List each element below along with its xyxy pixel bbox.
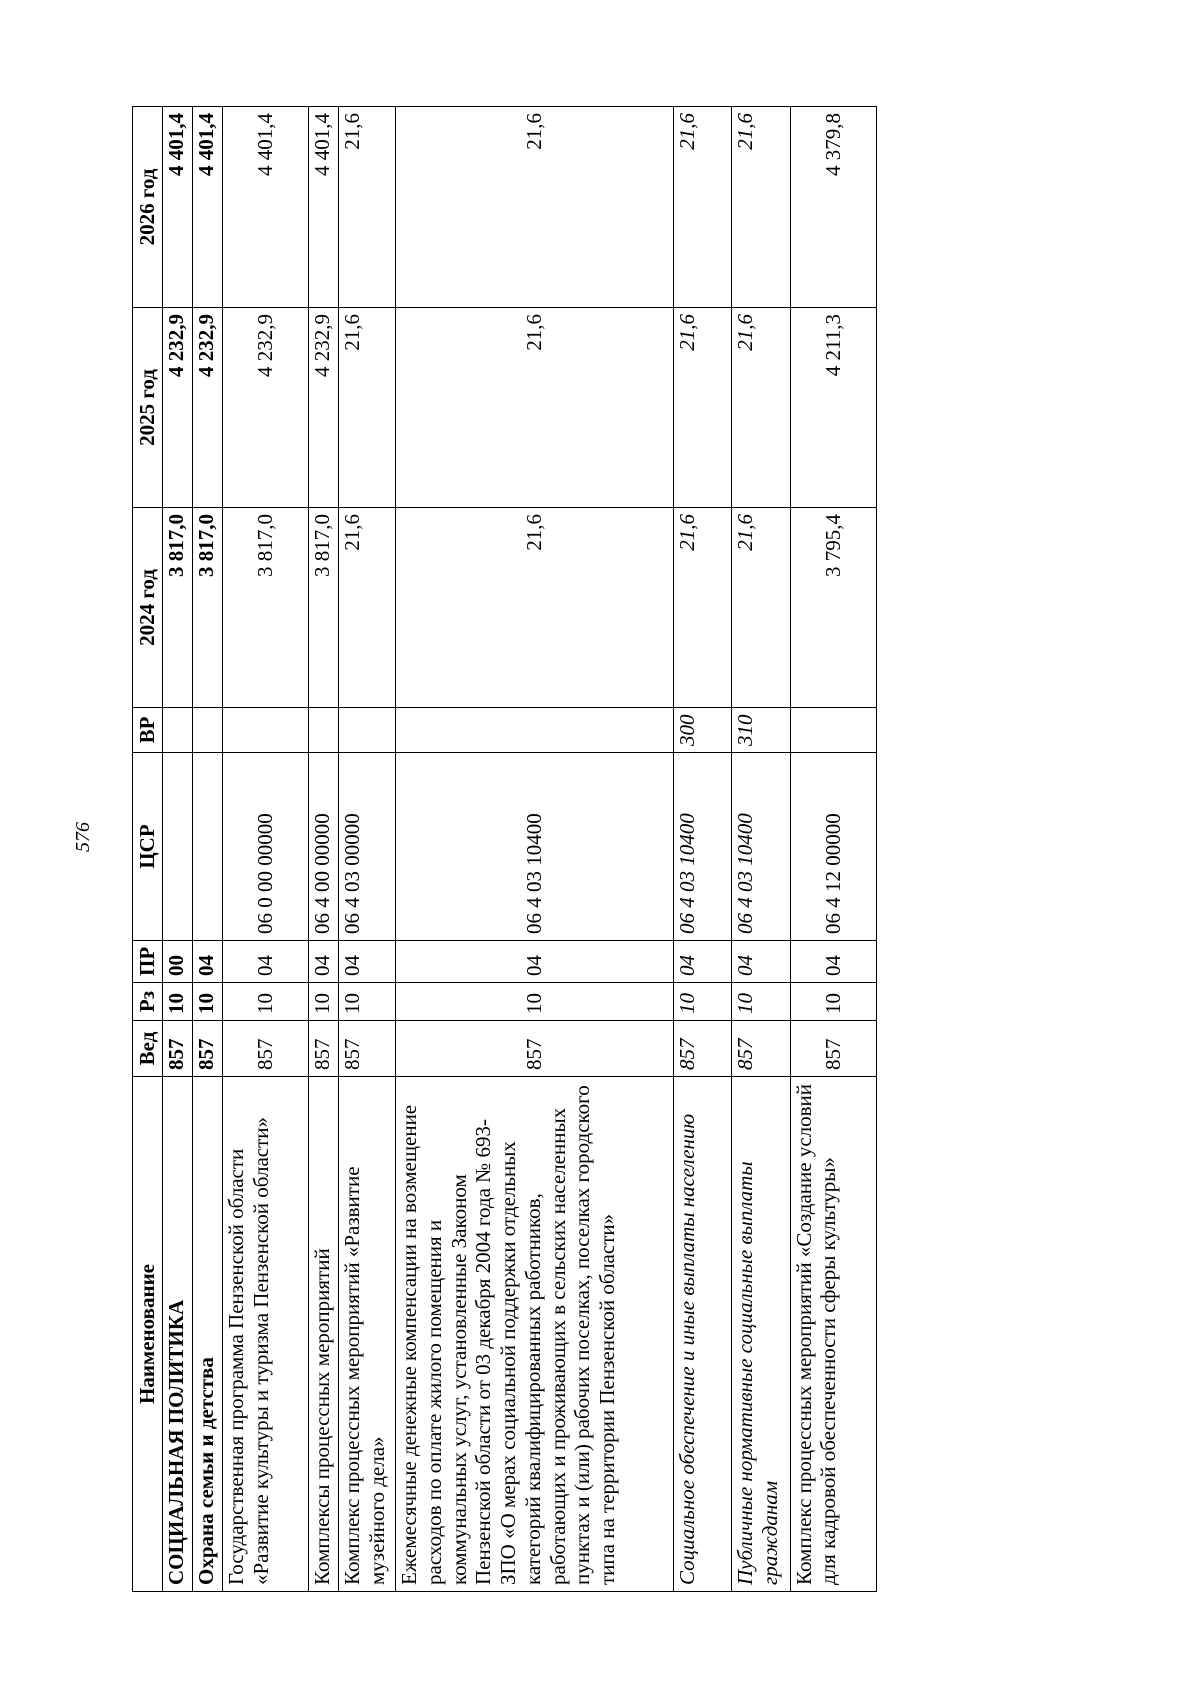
- row-2026: 4 379,8: [790, 107, 876, 308]
- row-csr: 06 4 03 10400: [674, 753, 732, 941]
- row-2026: 4 401,4: [309, 107, 339, 308]
- row-ved: 857: [192, 1021, 222, 1077]
- row-pr: 00: [162, 941, 192, 983]
- row-ved: 857: [222, 1021, 308, 1077]
- row-csr: 06 4 00 00000: [309, 753, 339, 941]
- row-name: Комплекс процессных мероприятий «Создание условий для кадровой обеспеченности сферы культуры»: [790, 1077, 876, 1592]
- row-2025: 4 232,9: [309, 308, 339, 508]
- row-csr: 06 0 00 00000: [222, 753, 308, 941]
- row-name: Ежемесячные денежные компенсации на возмещение расходов по оплате жилого помещения и коммунальных услуг, установленные Законом Пензенской области от 03 декабря 2004 года № 693-ЗПО «О мерах социальной поддержки отдельных категорий квалифицированных работников, работающих и проживающих в сельских населенных пунктах и (или) рабочих поселках, поселках городского типа на территории Пензенской области»: [396, 1077, 674, 1592]
- row-pr: 04: [396, 941, 674, 983]
- row-rz: 10: [162, 983, 192, 1021]
- row-2025: 4 232,9: [162, 308, 192, 508]
- row-rz: 10: [396, 983, 674, 1021]
- row-vr: [396, 708, 674, 753]
- row-rz: 10: [790, 983, 876, 1021]
- header-vr: ВР: [133, 708, 163, 753]
- table-row: [732, 107, 790, 1592]
- row-2026: 21,6: [338, 107, 395, 308]
- row-name: СОЦИАЛЬНАЯ ПОЛИТИКА: [162, 1077, 192, 1592]
- row-rz: 10: [674, 983, 732, 1021]
- row-2025: 21,6: [338, 308, 395, 508]
- row-2024: 21,6: [732, 508, 790, 708]
- header-ved: Вед: [133, 1021, 163, 1077]
- row-2026: 21,6: [674, 107, 732, 308]
- row-2026: 21,6: [732, 107, 790, 308]
- row-name: Охрана семьи и детства: [192, 1077, 222, 1592]
- row-2025: 4 211,3: [790, 308, 876, 508]
- row-csr: [192, 753, 222, 941]
- header-row: [133, 107, 163, 1592]
- row-csr: 06 4 03 10400: [732, 753, 790, 941]
- row-pr: 04: [790, 941, 876, 983]
- row-2024: 21,6: [674, 508, 732, 708]
- row-pr: 04: [674, 941, 732, 983]
- budget-table-rotated: [132, 107, 877, 1592]
- row-vr: 310: [732, 708, 790, 753]
- header-pr: ПР: [133, 941, 163, 983]
- row-ved: 857: [732, 1021, 790, 1077]
- table-row: [790, 107, 876, 1592]
- row-2024: 3 817,0: [192, 508, 222, 708]
- row-2024: 3 817,0: [309, 508, 339, 708]
- row-vr: [309, 708, 339, 753]
- row-rz: 10: [222, 983, 308, 1021]
- row-2026: 21,6: [396, 107, 674, 308]
- row-vr: [222, 708, 308, 753]
- row-ved: 857: [309, 1021, 339, 1077]
- header-2024: 2024 год: [133, 508, 163, 708]
- row-2024: 21,6: [338, 508, 395, 708]
- row-name: Комплексы процессных мероприятий: [309, 1077, 339, 1592]
- row-2025: 21,6: [674, 308, 732, 508]
- budget-table: [132, 106, 877, 1592]
- row-name: Социальное обеспечение и иные выплаты населению: [674, 1077, 732, 1592]
- row-csr: 06 4 03 00000: [338, 753, 395, 941]
- row-csr: 06 4 03 10400: [396, 753, 674, 941]
- row-2025: 21,6: [396, 308, 674, 508]
- row-2025: 4 232,9: [222, 308, 308, 508]
- header-csr: ЦСР: [133, 753, 163, 941]
- row-name: Комплекс процессных мероприятий «Развитие музейного дела»: [338, 1077, 395, 1592]
- row-ved: 857: [674, 1021, 732, 1077]
- row-ved: 857: [162, 1021, 192, 1077]
- header-2026: 2026 год: [133, 107, 163, 308]
- row-pr: 04: [732, 941, 790, 983]
- row-vr: [162, 708, 192, 753]
- row-2026: 4 401,4: [162, 107, 192, 308]
- row-rz: 10: [309, 983, 339, 1021]
- row-2025: 21,6: [732, 308, 790, 508]
- row-vr: [338, 708, 395, 753]
- row-2026: 4 401,4: [192, 107, 222, 308]
- row-name: Государственная программа Пензенской области «Развитие культуры и туризма Пензенской области»: [222, 1077, 308, 1592]
- table-row: [192, 107, 222, 1592]
- row-pr: 04: [309, 941, 339, 983]
- row-2026: 4 401,4: [222, 107, 308, 308]
- row-rz: 10: [338, 983, 395, 1021]
- row-ved: 857: [396, 1021, 674, 1077]
- table-row: [396, 107, 674, 1592]
- row-pr: 04: [192, 941, 222, 983]
- row-ved: 857: [790, 1021, 876, 1077]
- row-2024: 21,6: [396, 508, 674, 708]
- table-row: [309, 107, 339, 1592]
- row-2025: 4 232,9: [192, 308, 222, 508]
- row-vr: [790, 708, 876, 753]
- row-rz: 10: [732, 983, 790, 1021]
- table-row: [162, 107, 192, 1592]
- header-2025: 2025 год: [133, 308, 163, 508]
- row-csr: 06 4 12 00000: [790, 753, 876, 941]
- row-pr: 04: [222, 941, 308, 983]
- header-name: Наименование: [133, 1077, 163, 1592]
- row-rz: 10: [192, 983, 222, 1021]
- table-row: [338, 107, 395, 1592]
- row-2024: 3 795,4: [790, 508, 876, 708]
- row-2024: 3 817,0: [162, 508, 192, 708]
- row-csr: [162, 753, 192, 941]
- row-pr: 04: [338, 941, 395, 983]
- row-name: Публичные нормативные социальные выплаты гражданам: [732, 1077, 790, 1592]
- table-row: [222, 107, 308, 1592]
- row-vr: [192, 708, 222, 753]
- row-ved: 857: [338, 1021, 395, 1077]
- row-vr: 300: [674, 708, 732, 753]
- table-row: [674, 107, 732, 1592]
- page-number: 576: [72, 822, 94, 852]
- header-rz: Рз: [133, 983, 163, 1021]
- row-2024: 3 817,0: [222, 508, 308, 708]
